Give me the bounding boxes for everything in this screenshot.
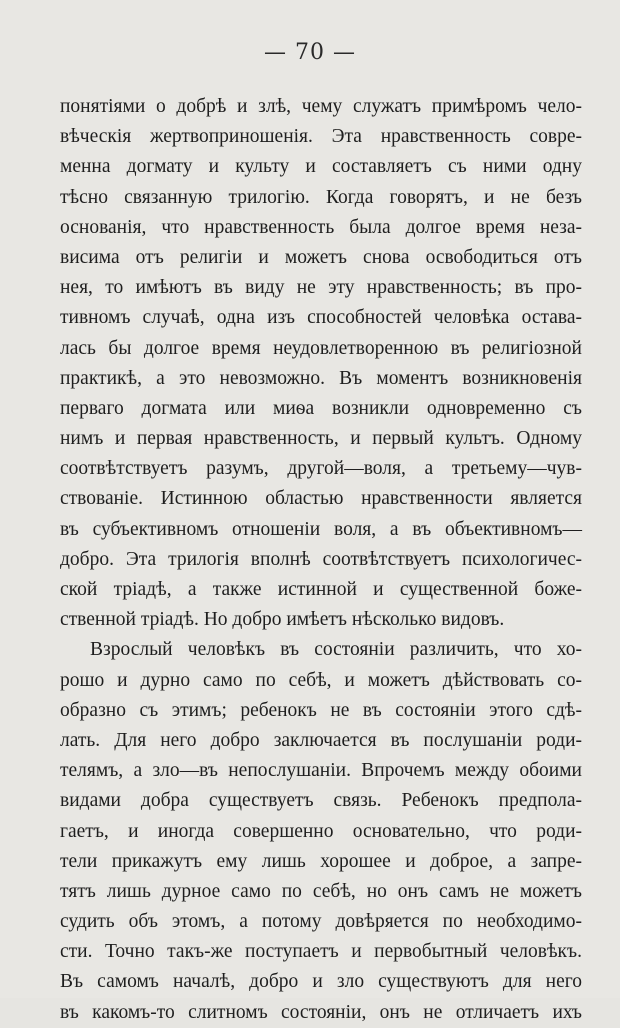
- text-line: тели прикажутъ ему лишь хорошее и доброе, а запре-: [60, 850, 582, 872]
- text-line: добро. Эта трилогія вполнѣ соотвѣтствуетъ психологичес-: [60, 548, 582, 570]
- text-line: ствованіе. Истинною областью нравственности является: [60, 488, 582, 510]
- text-line: вѣческія жертвоприношенія. Эта нравственность совре-: [60, 126, 582, 148]
- text-line: сти. Точно такъ-же поступаетъ и первобытный человѣкъ.: [60, 941, 582, 963]
- text-line: ственной тріадѣ. Но добро имѣетъ нѣсколько видовъ.: [60, 609, 505, 631]
- text-line: тивномъ случаѣ, одна изъ способностей человѣка остава-: [60, 307, 582, 329]
- text-line: видами добра существуетъ связь. Ребенокъ предпола-: [60, 790, 582, 812]
- body-text: [60, 92, 582, 1028]
- text-line: нимъ и первая нравственность, и первый культъ. Одному: [60, 428, 582, 450]
- text-line: лась бы долгое время неудовлетворенною въ религіозной: [60, 337, 582, 359]
- page-number: — 70 —: [264, 40, 356, 65]
- text-line: образно съ этимъ; ребенокъ не въ состояніи этого сдѣ-: [60, 699, 582, 721]
- text-line: лать. Для него добро заключается въ послушаніи роди-: [60, 729, 582, 751]
- text-line: тѣсно связанную трилогію. Когда говорятъ, и не безъ: [60, 186, 582, 208]
- text-line: судить объ этомъ, а потому довѣряется по необходимо-: [60, 911, 582, 933]
- text-line: тятъ лишь дурное само по себѣ, но онъ самъ не можетъ: [60, 880, 582, 902]
- text-line: нея, то имѣютъ въ виду не эту нравственность; въ про-: [60, 277, 582, 299]
- text-line: соотвѣтствуетъ разумъ, другой—воля, а третьему—чув-: [60, 458, 582, 480]
- text-line: перваго догмата или миѳа возникли одновременно съ: [60, 397, 582, 419]
- text-line: рошо и дурно само по себѣ, и можетъ дѣйствовать со-: [60, 669, 582, 691]
- text-line: основанія, что нравственность была долгое время неза-: [60, 216, 582, 238]
- text-line: практикѣ, а это невозможно. Въ моментъ возникновенія: [60, 367, 582, 389]
- text-line: Въ самомъ началѣ, добро и зло существуютъ для него: [60, 971, 582, 993]
- text-line: телямъ, а зло—въ непослушаніи. Впрочемъ между обоими: [60, 760, 582, 782]
- text-line: Взрослый человѣкъ въ состояніи различить, что хо-: [90, 639, 582, 661]
- text-line: висима отъ религіи и можетъ снова освободиться отъ: [60, 246, 582, 268]
- text-line: понятіями о добрѣ и злѣ, чему служатъ примѣромъ чело-: [60, 96, 582, 117]
- text-line: менна догмату и культу и составляетъ съ ними одну: [60, 156, 582, 178]
- text-line: гаетъ, и иногда совершенно основательно, что роди-: [60, 820, 582, 842]
- text-line: въ субъективномъ отношеніи воля, а въ объективномъ—: [60, 518, 582, 540]
- text-line: въ какомъ-то слитномъ состояніи, онъ не отличаетъ ихъ: [60, 1001, 582, 1023]
- text-line: ской тріадѣ, а также истинной и существенной боже-: [60, 579, 582, 600]
